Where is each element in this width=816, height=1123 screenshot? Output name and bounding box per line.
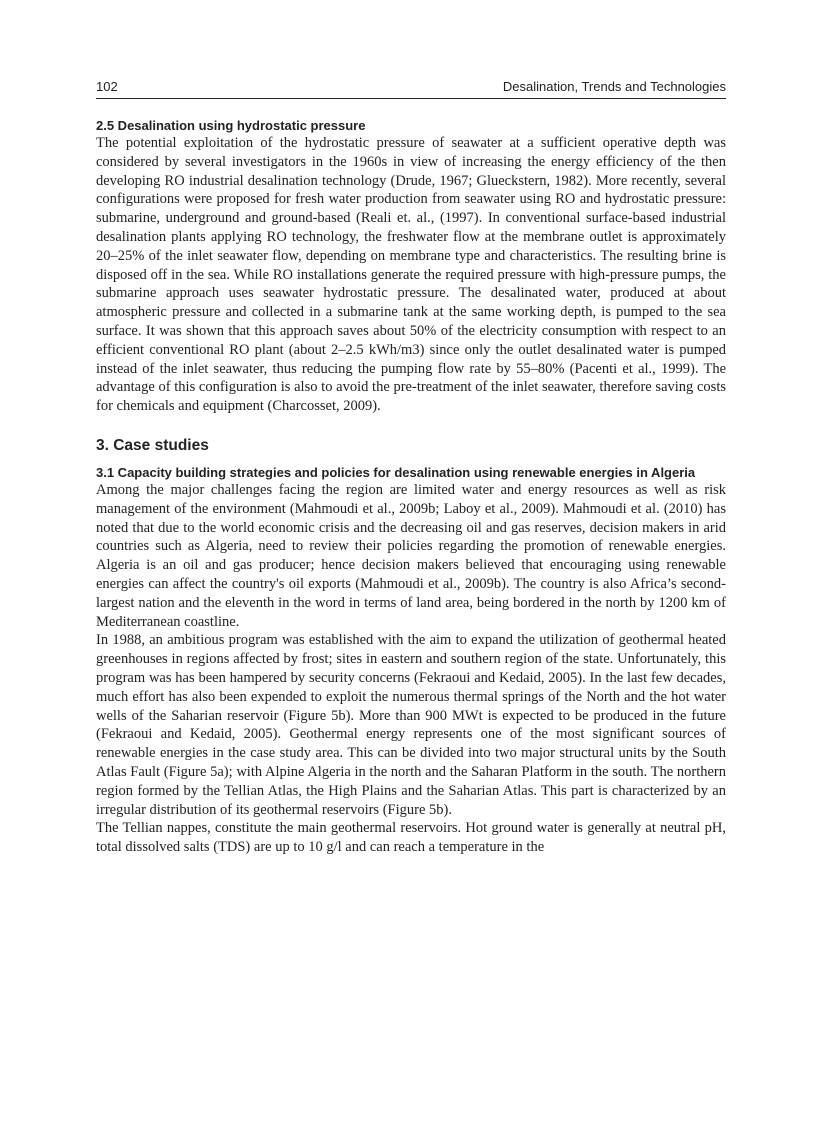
page-number: 102 — [96, 79, 118, 94]
section-3-1-paragraph-3: The Tellian nappes, constitute the main geothermal reservoirs. Hot ground water is generally at neutral pH, total dissolved salts (TDS) are up to 10 g/l and can reach a temperature in the — [96, 820, 726, 856]
section-3-1-paragraph-1: Among the major challenges facing the region are limited water and energy resources as well as risk management of the environment (Mahmoudi et al., 2009b; Laboy et al., 2009). Mahmoudi et al. (2010) has noted that due to the world economic crisis and the decreasing oil and gas reserves, decision makers in arid countries such as Algeria, need to review their policies regarding the promotion of renewable energies. Algeria is an oil and gas producer; hence decision makers believed that encouraging using renewable energies can affect the country's oil exports (Mahmoudi et al., 2009b). The country is also Africa’s second-largest nation and the eleventh in the word in terms of land area, being bordered in the north by 1200 km of Mediterranean coastline. — [96, 481, 726, 630]
section-2-5-paragraph: The potential exploitation of the hydrostatic pressure of seawater at a sufficient operative depth was considered by several investigators in the 1960s in view of increasing the energy efficiency of the then developing RO industrial desalination technology (Drude, 1967; Glueckstern, 1982). More recently, several configurations were proposed for fresh water production from seawater using RO and hydrostatic pressure: submarine, underground and ground-based (Reali et. al., (1997). In conventional surface-based industrial desalination plants applying RO technology, the freshwater flow at the membrane outlet is approximately 20–25% of the inlet seawater flow, depending on membrane type and characteristics. The resulting brine is disposed off in the sea. While RO installations generate the required pressure with high-pressure pumps, the submarine approach uses seawater hydrostatic pressure. The desalinated water, produced at about atmospheric pressure and collected in a submarine tank at the same working depth, is pumped to the sea surface. It was shown that this approach saves about 50% of the electricity consumption with respect to an efficient conventional RO plant (about 2–2.5 kWh/m3) since only the outlet desalinated water is pumped instead of the inlet seawater, thus reducing the pumping flow rate by 55–80% (Pacenti et al., 1999). The advantage of this configuration is also to avoid the pre-treatment of the inlet seawater, therefore saving costs for chemicals and equipment (Charcosset, 2009). — [96, 135, 726, 415]
section-3-heading: 3. Case studies — [96, 436, 209, 454]
section-2-5-heading: 2.5 Desalination using hydrostatic pressure — [96, 118, 366, 133]
running-title: Desalination, Trends and Technologies — [502, 79, 726, 94]
running-header — [96, 78, 726, 99]
section-3-1-paragraph-2: In 1988, an ambitious program was established with the aim to expand the utilization of geothermal heated greenhouses in regions affected by frost; sites in eastern and southern region of the state. Unfortunately, this program was has been hampered by security concerns (Fekraoui and Kedaid, 2005). In the last few decades, much effort has also been expended to exploit the numerous thermal springs of the North and the hot water wells of the Saharian reservoir (Figure 5b). More than 900 MWt is expected to be produced in the future (Fekraoui and Kedaid, 2005). Geothermal energy represents one of the most significant sources of renewable energies in the case study area. This can be divided into two major structural units by the South Atlas Fault (Figure 5a); with Alpine Algeria in the north and the Saharan Platform in the south. The northern region formed by the Tellian Atlas, the High Plains and the Saharian Atlas. This part is characterized by an irregular distribution of its geothermal reservoirs (Figure 5b). — [96, 632, 726, 818]
page — [96, 78, 726, 857]
section-3-1-heading: 3.1 Capacity building strategies and policies for desalination using renewable energies in Algeria — [96, 464, 696, 480]
